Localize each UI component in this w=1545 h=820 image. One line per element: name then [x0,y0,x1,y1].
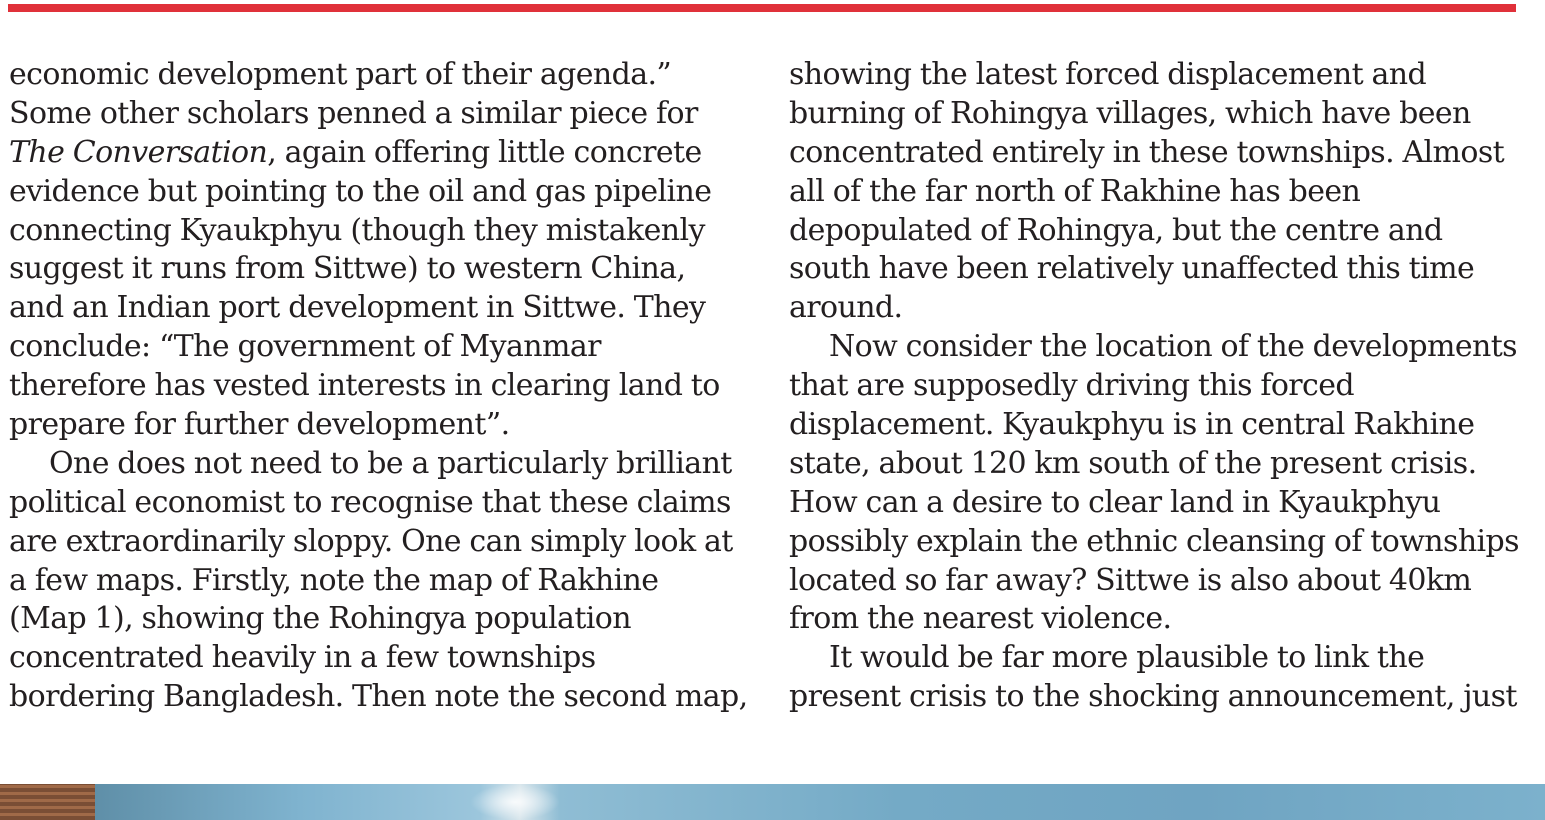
text-line: a few maps. Firstly, note the map of Rakhine [9,562,659,598]
text-line: that are supposedly driving this forced [789,368,1355,404]
text-line: burning of Rohingya villages, which have been [789,95,1471,131]
text-line: bordering Bangladesh. Then note the second map, [9,679,748,715]
article-column-right [789,56,1534,717]
text-line: around. [789,290,903,326]
text-line: concentrated heavily in a few townships [9,640,596,676]
publication-title: The Conversation [9,134,268,170]
photo-glare [470,784,560,820]
text-line: present crisis to the shocking announcement, just [789,679,1517,715]
text-line: all of the far north of Rakhine has been [789,173,1361,209]
text-line: concentrated entirely in these townships. Almost [789,134,1505,170]
text-line: political economist to recognise that these claims [9,484,731,520]
text-line: economic development part of their agenda.” [9,57,672,92]
text-line: depopulated of Rohingya, but the centre and [789,212,1443,248]
text-line: showing the latest forced displacement and [789,57,1427,92]
text-line: are extraordinarily sloppy. One can simply look at [9,523,733,559]
text-line: displacement. Kyaukphyu is in central Rakhine [789,407,1475,443]
article-column-left [9,56,749,717]
paragraph-start-line: Now consider the location of the developments [829,329,1517,365]
top-red-rule [8,4,1516,12]
text-line: Some other scholars penned a similar piece for [9,95,698,131]
paragraph-start-line: It would be far more plausible to link the [829,640,1425,676]
text-line [9,134,749,173]
text-line: from the nearest violence. [789,601,1172,637]
text-line: located so far away? Sittwe is also about 40km [789,562,1472,598]
text-line: conclude: “The government of Myanmar [9,329,601,365]
text-fragment: , again offering little concrete [267,134,702,170]
text-line: How can a desire to clear land in Kyaukphyu [789,484,1441,520]
text-line: state, about 120 km south of the present crisis. [789,445,1477,481]
text-line: therefore has vested interests in clearing land to [9,368,720,404]
paragraph-start-line: One does not need to be a particularly brilliant [49,445,732,481]
text-line: prepare for further development”. [9,407,510,443]
text-line: (Map 1), showing the Rohingya population [9,601,631,637]
text-line: evidence but pointing to the oil and gas pipeline [9,173,712,209]
text-line: possibly explain the ethnic cleansing of townships [789,523,1519,559]
text-line: suggest it runs from Sittwe) to western China, [9,251,686,287]
photo-edge-detail [0,784,95,820]
text-line: and an Indian port development in Sittwe. They [9,290,706,326]
text-line: connecting Kyaukphyu (though they mistakenly [9,212,705,248]
photo-strip [0,784,1545,820]
text-line: south have been relatively unaffected this time [789,251,1475,287]
